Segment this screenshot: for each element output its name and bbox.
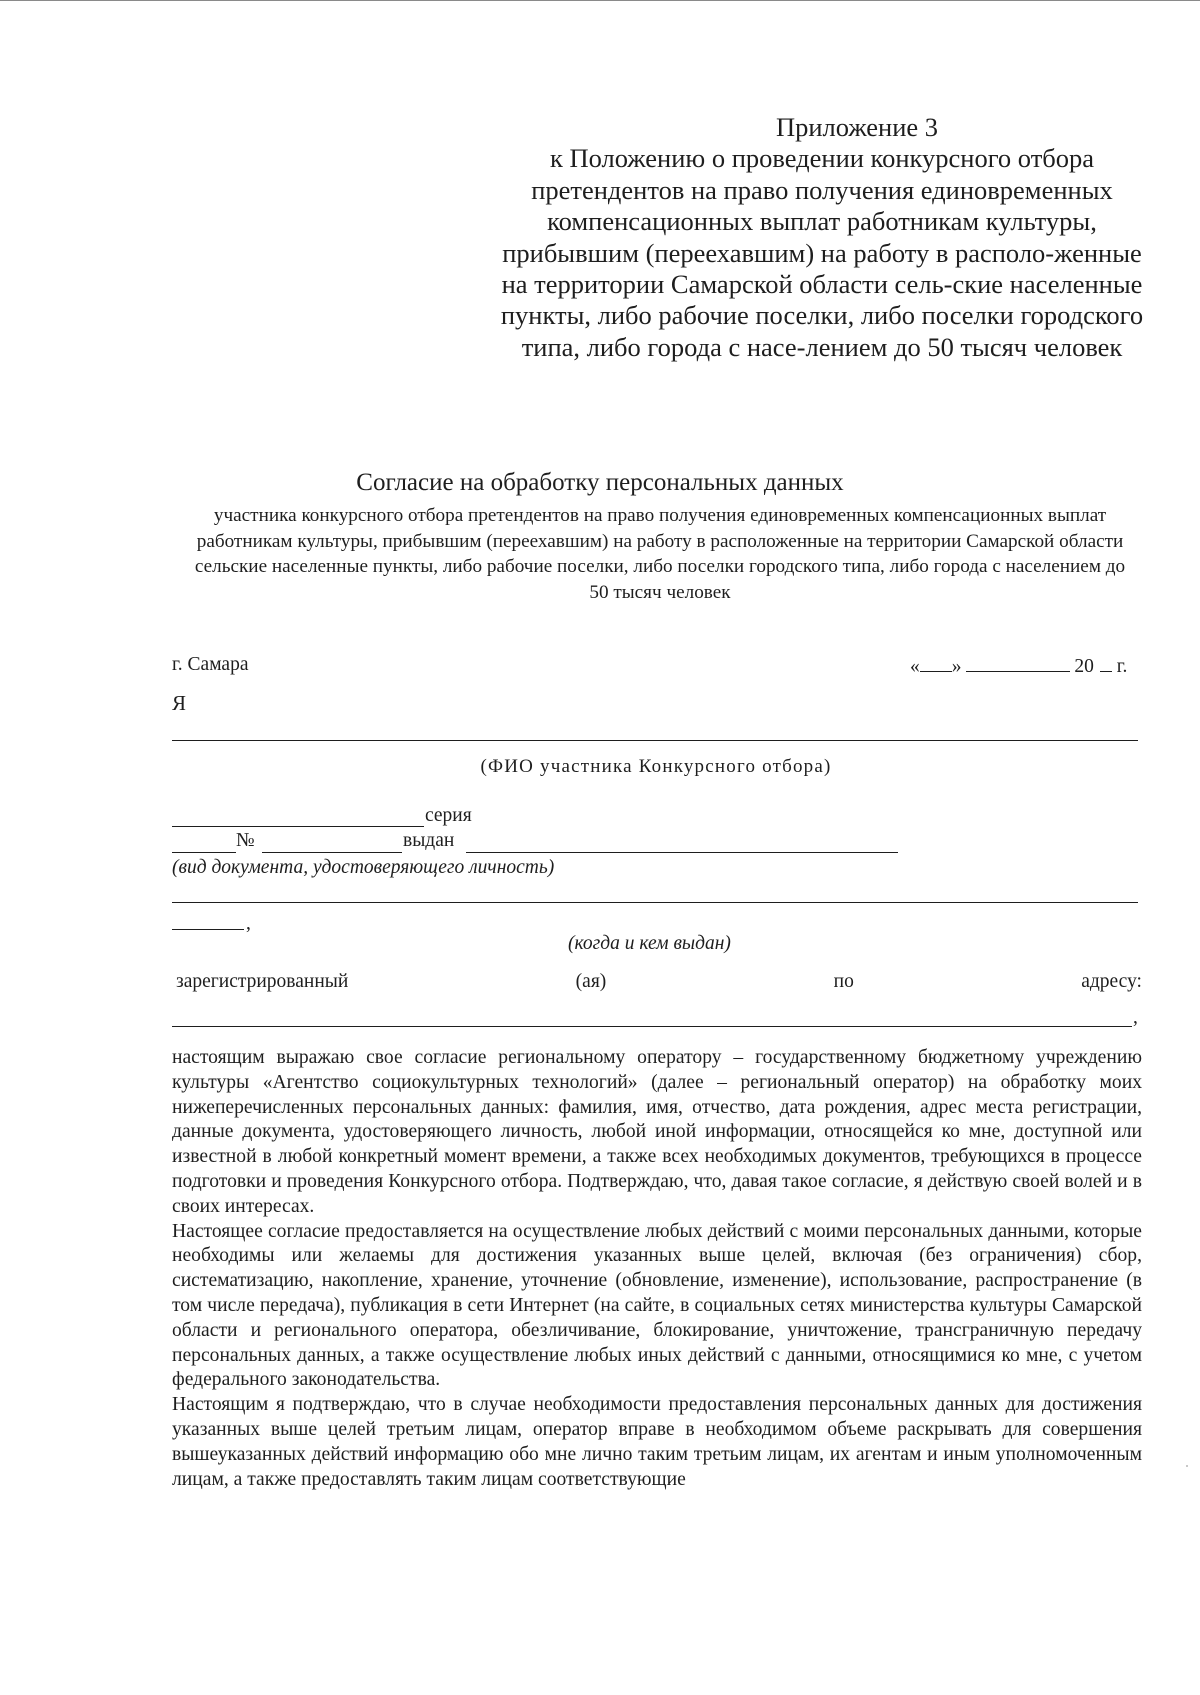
consent-paragraph-1: настоящим выражаю свое согласие региональному оператору – государственному бюджетному учреждению культуры «Агентство социокультурных технологий» (далее – региональный оператор) на обработку моих нижеперечисленных персональных данных: фамилия, имя, отчество, дата рождения, адрес места регистрации, данные документа, удостоверяющего личность, любой иной информации, относящейся ко мне, доступной или известной в любой конкретный момент времени, а также всех необходимых документов, требующихся в процессе подготовки и проведения Конкурсного отбора. Подтверждаю, что, давая такое согласие, я действую своей волей и в своих интересах. xyxy=(172,1047,1142,1217)
when-issued-caption: (когда и кем выдан) xyxy=(568,933,731,954)
city: г. Самара xyxy=(172,654,249,675)
appendix-title: Приложение 3 xyxy=(775,112,939,142)
fio-blank-line[interactable] xyxy=(172,740,1138,741)
date-line xyxy=(910,653,1127,679)
number-label: № xyxy=(236,830,255,851)
date-year-suffix: г. xyxy=(1116,656,1128,677)
date-day-blank[interactable] xyxy=(920,653,952,672)
address-comma: , xyxy=(1133,1007,1138,1028)
series-blank-line[interactable] xyxy=(172,852,236,853)
date-quote-open: « xyxy=(910,656,920,677)
consent-body xyxy=(172,1046,1142,1492)
ya-label: Я xyxy=(172,691,187,715)
consent-paragraph-3: Настоящим я подтверждаю, что в случае необходимости предоставления персональных данных для достижения указанных выше целей третьим лицам, оператор вправе в необходимом объеме раскрывать для совершения вышеуказанных действий информацию обо мне лично таким третьим лицам, их агентам и иным уполномоченным лицам, а также предоставлять таким лицам соответствующие xyxy=(172,1394,1142,1490)
seriya-label: серия xyxy=(425,805,472,826)
date-quote-close: » xyxy=(951,656,962,677)
issue-date-comma: , xyxy=(246,913,251,934)
appendix-block xyxy=(492,112,1152,363)
issued-label: выдан xyxy=(403,830,455,851)
by-label: по xyxy=(833,971,854,992)
number-blank-line[interactable] xyxy=(262,852,402,853)
address-blank-line[interactable] xyxy=(172,1026,1132,1027)
registered-label: зарегистрированный xyxy=(176,971,349,992)
consent-title: Согласие на обработку персональных данных xyxy=(356,469,844,496)
issued-by-blank-line[interactable] xyxy=(466,852,898,853)
address-label: адресу: xyxy=(1081,971,1142,992)
date-year-blank[interactable] xyxy=(1100,653,1112,672)
issue-details-blank-line[interactable] xyxy=(172,902,1138,903)
scan-speck xyxy=(1186,1465,1188,1467)
issue-date-blank-line[interactable] xyxy=(172,929,244,930)
scan-top-edge xyxy=(0,0,1200,1)
consent-paragraph-2: Настоящее согласие предоставляется на осуществление любых действий с моими персональных данными, которые необходимы или желаемы для достижения указанных выше целей, включая (без ограничения) сбор, систематизацию, накопление, хранение, уточнение (обновление, изменение), использование, распространение (в том числе передача), публикация в сети Интернет (на сайте, в социальных сетях министерства культуры Самарской области и регионального оператора, обезличивание, блокирование, уничтожение, трансграничную передачу персональных данных, а также осуществление любых иных действий с данными, относящимися ко мне, с учетом федерального законодательства. xyxy=(172,1220,1142,1391)
doc-caption: (вид документа, удостоверяющего личность) xyxy=(172,857,555,878)
date-year-prefix: 20 xyxy=(1074,656,1094,677)
consent-subtitle: участника конкурсного отбора претендентов на право получения единовременных компенсационных выплат работникам культуры, прибывшим (переехавшим) на работу в расположенные на территории Самарской области сельские населенные пункты, либо рабочие поселки, либо поселки городского типа, либо города с населением до 50 тысяч человек xyxy=(194,505,1126,603)
registered-suffix: (ая) xyxy=(575,971,607,992)
doc-type-blank-line[interactable] xyxy=(172,826,424,827)
appendix-body: к Положению о проведении конкурсного отбора претендентов на право получения единовременных компенсационных выплат работникам культуры, прибывшим (переехавшим) на работу в располо-женные на территории Самарской области сель-ские населенные пункты, либо рабочие поселки, либо поселки городского типа, либо города с насе-лением до 50 тысяч человек xyxy=(500,143,1144,362)
fio-caption: (ФИО участника Конкурсного отбора) xyxy=(480,756,832,777)
registered-address-row xyxy=(176,970,1142,994)
date-month-blank[interactable] xyxy=(966,653,1070,672)
